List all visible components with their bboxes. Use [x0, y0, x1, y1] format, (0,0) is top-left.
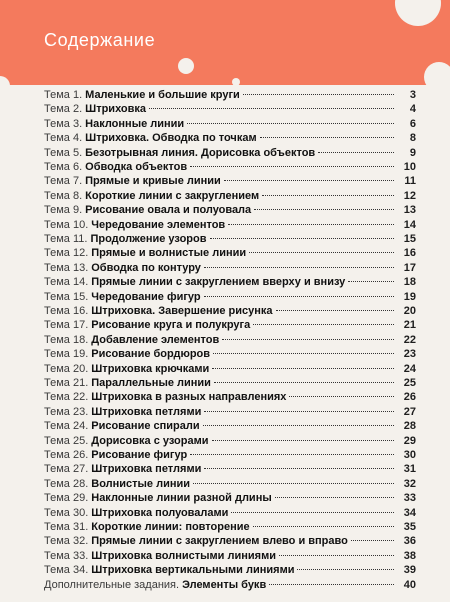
toc-topic-title: Безотрывная линия. Дорисовка объектов — [85, 146, 316, 159]
toc-page-number: 25 — [403, 377, 416, 389]
toc-topic-number: Тема 16. — [44, 305, 89, 317]
dot-leader — [224, 180, 394, 181]
toc-topic-title: Штриховка петлями — [91, 463, 202, 476]
toc-entry[interactable] — [44, 477, 416, 492]
toc-entry[interactable] — [44, 491, 416, 506]
toc-entry[interactable] — [44, 462, 416, 477]
toc-topic-number: Тема 13. — [44, 261, 89, 274]
toc-page-number: 23 — [403, 348, 416, 361]
toc-topic-number: Тема 29. — [44, 492, 89, 505]
toc-page-number: 30 — [403, 449, 416, 461]
toc-entry[interactable] — [44, 290, 416, 305]
decor-dot — [232, 78, 240, 85]
dot-leader — [213, 353, 394, 354]
toc-topic-number: Тема 34. — [44, 564, 89, 577]
toc-page-number: 15 — [403, 233, 416, 245]
toc-topic-number: Дополнительные задания. — [44, 578, 180, 591]
toc-topic-title: Добавление элементов — [91, 333, 220, 346]
toc-entry[interactable] — [44, 174, 416, 189]
toc-topic-number: Тема 21. — [44, 377, 89, 389]
toc-topic-title: Рисование фигур — [91, 449, 188, 461]
decor-dot — [395, 0, 441, 26]
toc-topic-title: Рисование спирали — [91, 420, 200, 433]
toc-topic-number: Тема 11. — [44, 233, 88, 245]
toc-entry[interactable] — [44, 304, 416, 319]
toc-topic-number: Тема 30. — [44, 506, 89, 519]
dot-leader — [190, 454, 394, 455]
dot-leader — [222, 339, 394, 340]
toc-entry[interactable] — [44, 563, 416, 578]
toc-topic-number: Тема 12. — [44, 247, 89, 260]
toc-page-number: 18 — [403, 276, 416, 289]
toc-entry[interactable] — [44, 549, 416, 564]
toc-topic-number: Тема 17. — [44, 319, 89, 332]
toc-page-number: 39 — [403, 564, 416, 577]
toc-page-number: 4 — [409, 103, 416, 116]
toc-page-number: 12 — [403, 189, 416, 202]
toc-entry[interactable] — [44, 578, 416, 593]
toc-page-number: 35 — [403, 521, 416, 533]
toc-topic-number: Тема 20. — [44, 362, 89, 375]
toc-entry[interactable] — [44, 506, 416, 521]
toc-topic-number: Тема 31. — [44, 521, 89, 533]
dot-leader — [212, 440, 395, 441]
toc-topic-title: Чередование элементов — [91, 218, 226, 231]
toc-topic-number: Тема 19. — [44, 348, 89, 361]
toc-topic-title: Прямые и волнистые линии — [91, 247, 247, 260]
toc-topic-title: Дорисовка с узорами — [91, 434, 209, 447]
toc-topic-title: Штриховка вертикальными линиями — [91, 564, 295, 577]
dot-leader — [253, 526, 394, 527]
toc-page-number: 27 — [403, 405, 416, 418]
toc-topic-title: Штриховка в разных направлениях — [91, 391, 287, 404]
dot-leader — [204, 468, 394, 469]
toc-page-number: 31 — [403, 463, 416, 476]
toc-entry[interactable] — [44, 434, 416, 449]
dot-leader — [204, 267, 394, 268]
toc-topic-number: Тема 6. — [44, 161, 83, 173]
dot-leader — [231, 512, 394, 513]
toc-page-number: 9 — [409, 146, 416, 159]
toc-topic-title: Штриховка. Обводка по точкам — [85, 132, 257, 145]
dot-leader — [276, 310, 394, 311]
toc-topic-number: Тема 7. — [44, 175, 83, 188]
dot-leader — [269, 584, 394, 585]
toc-topic-title: Штриховка — [85, 103, 147, 116]
dot-leader — [351, 540, 394, 541]
toc-page-number: 19 — [403, 290, 416, 303]
toc-topic-title: Штриховка волнистыми линиями — [91, 549, 276, 562]
decor-dot — [424, 62, 450, 85]
dot-leader — [243, 94, 394, 95]
dot-leader — [212, 368, 394, 369]
toc-entry[interactable] — [44, 88, 416, 103]
toc-page-number: 36 — [403, 535, 416, 548]
toc-topic-title: Прямые и кривые линии — [85, 175, 221, 188]
toc-topic-title: Волнистые линии — [91, 477, 191, 490]
toc-entry[interactable] — [44, 362, 416, 377]
toc-page-number: 28 — [403, 420, 416, 433]
toc-topic-number: Тема 24. — [44, 420, 89, 433]
dot-leader — [249, 252, 394, 253]
toc-topic-number: Тема 1. — [44, 89, 83, 101]
toc-topic-number: Тема 18. — [44, 333, 89, 346]
toc-topic-title: Прямые линии с закруглением вверху и внизу — [91, 276, 346, 289]
toc-entry[interactable] — [44, 189, 416, 204]
toc-topic-title: Прямые линии с закруглением влево и вправо — [91, 535, 348, 548]
toc-topic-title: Штриховка. Завершение рисунка — [91, 305, 273, 317]
dot-leader — [279, 555, 394, 556]
toc-page-number: 8 — [409, 132, 416, 145]
toc-topic-number: Тема 22. — [44, 391, 89, 404]
toc-entry[interactable] — [44, 318, 416, 333]
toc-page-number: 11 — [404, 175, 416, 188]
toc-entry[interactable] — [44, 520, 416, 535]
dot-leader — [187, 123, 394, 124]
toc-entry[interactable] — [44, 347, 416, 362]
toc-page-number: 13 — [403, 204, 416, 217]
toc-topic-number: Тема 5. — [44, 146, 83, 159]
toc-topic-number: Тема 32. — [44, 535, 89, 548]
toc-topic-number: Тема 8. — [44, 189, 83, 202]
toc-topic-title: Рисование бордюров — [91, 348, 211, 361]
toc-topic-title: Элементы букв — [182, 578, 267, 591]
toc-topic-number: Тема 23. — [44, 405, 89, 418]
toc-topic-number: Тема 27. — [44, 463, 89, 476]
toc-topic-title: Штриховка полуовалами — [91, 506, 229, 519]
dot-leader — [193, 483, 394, 484]
toc-topic-title: Наклонные линии разной длины — [91, 492, 272, 505]
dot-leader — [275, 497, 394, 498]
dot-leader — [203, 425, 394, 426]
toc-topic-number: Тема 15. — [44, 290, 89, 303]
toc-entry[interactable] — [44, 160, 416, 175]
dot-leader — [262, 195, 394, 196]
toc-topic-number: Тема 9. — [44, 204, 83, 217]
toc-topic-title: Продолжение узоров — [90, 233, 207, 245]
toc-page-number: 20 — [403, 305, 416, 317]
dot-leader — [260, 137, 394, 138]
dot-leader — [204, 296, 394, 297]
toc-topic-number: Тема 4. — [44, 132, 83, 145]
toc-entry[interactable] — [44, 534, 416, 549]
toc-topic-number: Тема 28. — [44, 477, 89, 490]
toc-page-number: 33 — [403, 492, 416, 505]
toc-entry[interactable] — [44, 102, 416, 117]
header-banner — [0, 0, 450, 85]
toc-entry[interactable] — [44, 203, 416, 218]
toc-page-number: 22 — [403, 333, 416, 346]
toc-topic-number: Тема 10. — [44, 218, 89, 231]
toc-topic-title: Обводка по контуру — [91, 261, 201, 274]
page-title: Содержание — [44, 30, 156, 50]
toc-topic-title: Короткие линии: повторение — [91, 521, 250, 533]
toc-entry[interactable] — [44, 232, 416, 247]
dot-leader — [149, 108, 394, 109]
toc-entry[interactable] — [44, 218, 416, 233]
toc-topic-title: Наклонные линии — [85, 117, 185, 130]
toc-topic-title: Короткие линии с закруглением — [85, 189, 260, 202]
toc-page-number: 10 — [403, 161, 416, 173]
toc-entry[interactable] — [44, 419, 416, 434]
dot-leader — [204, 411, 394, 412]
toc-topic-number: Тема 25. — [44, 434, 89, 447]
toc-page-number: 38 — [403, 549, 416, 562]
toc-entry[interactable] — [44, 117, 416, 132]
dot-leader — [253, 324, 394, 325]
toc-entry[interactable] — [44, 376, 416, 391]
toc-page-number: 40 — [403, 578, 416, 591]
decor-dot — [178, 58, 194, 74]
toc-entry[interactable] — [44, 146, 416, 161]
toc-topic-number: Тема 14. — [44, 276, 89, 289]
toc-topic-number: Тема 2. — [44, 103, 83, 116]
dot-leader — [318, 152, 394, 153]
dot-leader — [228, 224, 394, 225]
toc-entry[interactable] — [44, 333, 416, 348]
dot-leader — [289, 396, 394, 397]
toc-page-number: 32 — [403, 477, 416, 490]
dot-leader — [190, 166, 394, 167]
toc-topic-title: Штриховка петлями — [91, 405, 202, 418]
toc-page-number: 3 — [409, 89, 416, 101]
toc-page-number: 26 — [403, 391, 416, 404]
toc-page-number: 14 — [403, 218, 416, 231]
toc-topic-title: Обводка объектов — [85, 161, 188, 173]
toc-topic-title: Параллельные линии — [91, 377, 211, 389]
toc-topic-title: Чередование фигур — [91, 290, 201, 303]
dot-leader — [254, 209, 394, 210]
toc-topic-number: Тема 3. — [44, 117, 83, 130]
toc-page-number: 6 — [409, 117, 416, 130]
toc-page-number: 29 — [403, 434, 416, 447]
toc-page-number: 21 — [403, 319, 416, 332]
toc-topic-title: Маленькие и большие круги — [85, 89, 240, 101]
toc-topic-number: Тема 33. — [44, 549, 89, 562]
toc-topic-number: Тема 26. — [44, 449, 89, 461]
toc-topic-title: Рисование овала и полуовала — [85, 204, 252, 217]
dot-leader — [297, 569, 394, 570]
dot-leader — [348, 281, 394, 282]
toc-entry[interactable] — [44, 131, 416, 146]
dot-leader — [210, 238, 395, 239]
toc-topic-title: Рисование круга и полукруга — [91, 319, 251, 332]
toc-entry[interactable] — [44, 390, 416, 405]
toc-entry[interactable] — [44, 246, 416, 261]
toc-topic-title: Штриховка крючками — [91, 362, 210, 375]
decor-dot — [0, 76, 10, 85]
toc-entry[interactable] — [44, 448, 416, 463]
dot-leader — [214, 382, 394, 383]
toc-page-number: 34 — [403, 506, 416, 519]
toc-page-number: 17 — [403, 261, 416, 274]
toc-page-number: 16 — [403, 247, 416, 260]
toc-page-number: 24 — [403, 362, 416, 375]
toc-entry[interactable] — [44, 275, 416, 290]
toc-entry[interactable] — [44, 261, 416, 276]
toc-entry[interactable] — [44, 405, 416, 420]
